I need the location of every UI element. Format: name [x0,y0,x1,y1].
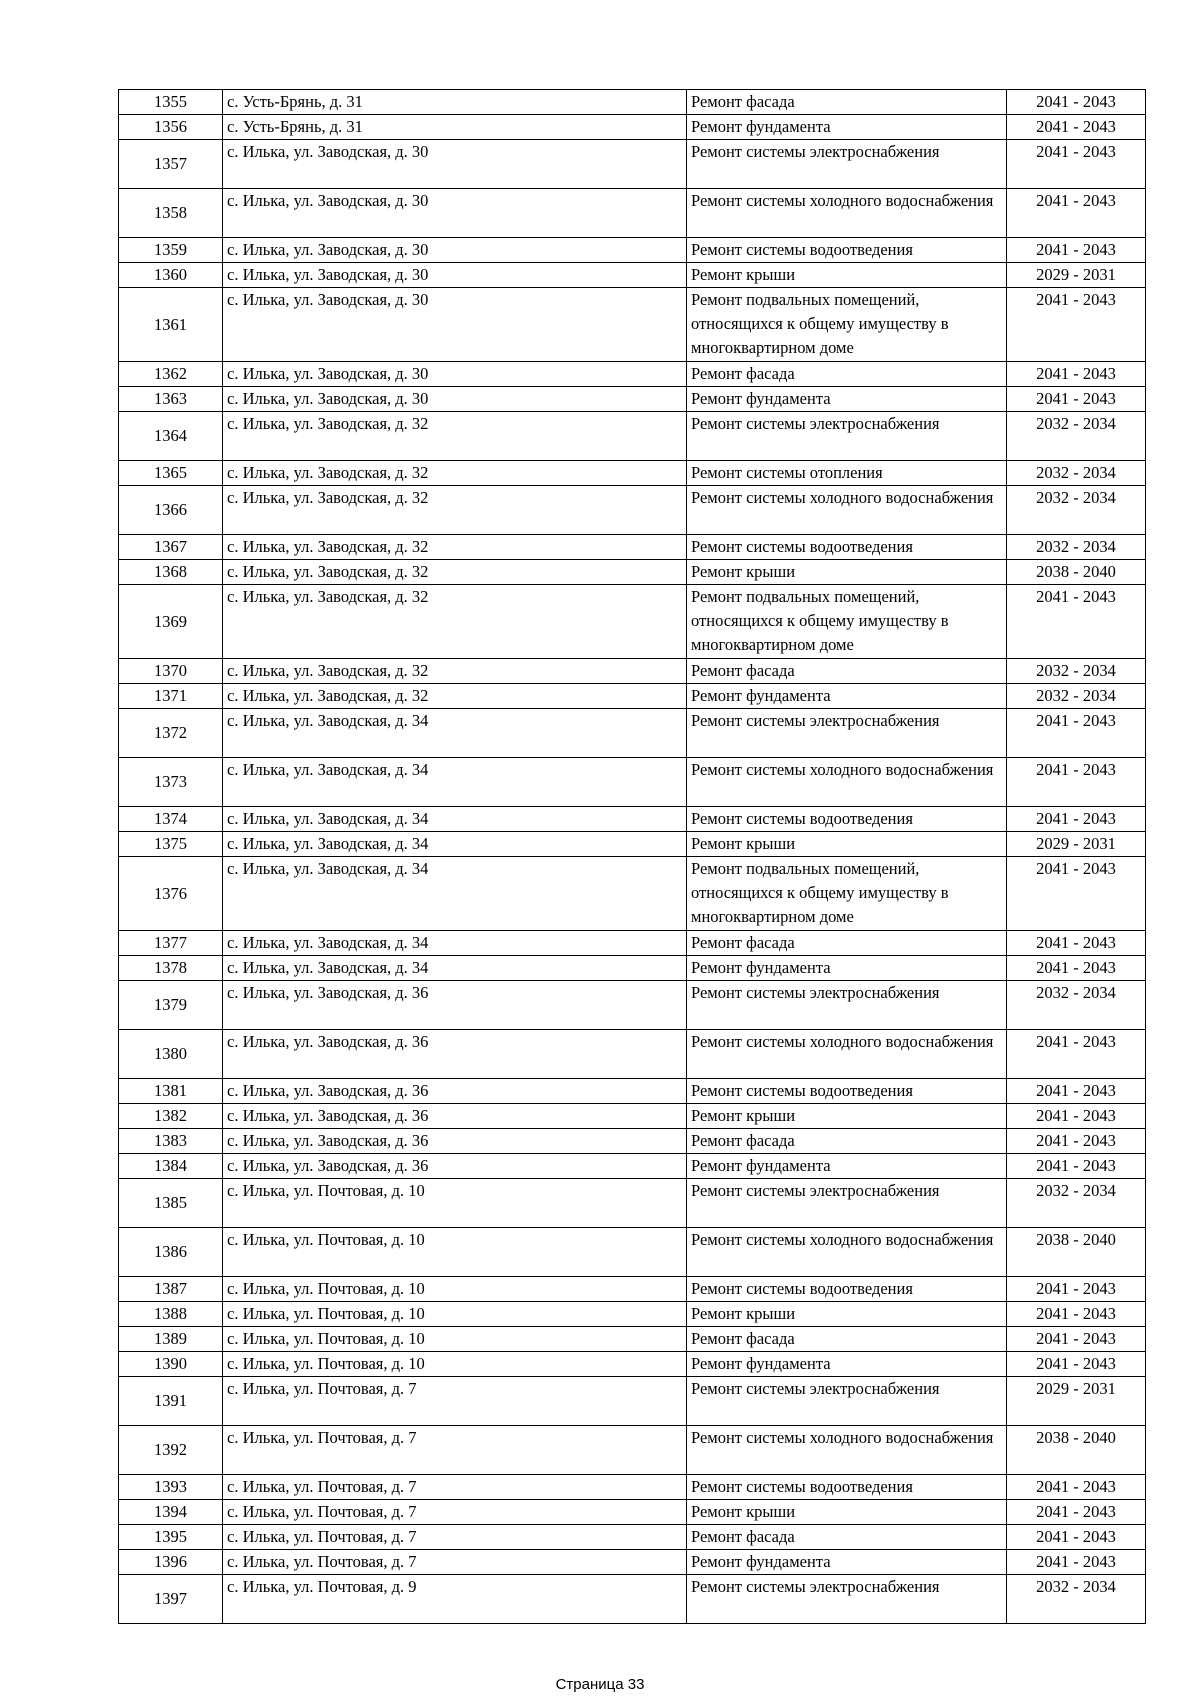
table-row [119,1500,1146,1525]
row-number-cell: 1375 [119,832,223,857]
row-number-cell: 1397 [119,1575,223,1624]
table-row [119,486,1146,535]
address-cell: с. Илька, ул. Заводская, д. 32 [223,659,687,684]
row-number-cell: 1394 [119,1500,223,1525]
address-cell: с. Илька, ул. Почтовая, д. 10 [223,1302,687,1327]
work-type-cell: Ремонт крыши [687,263,1007,288]
table-row [119,981,1146,1030]
address-cell: с. Илька, ул. Заводская, д. 32 [223,412,687,461]
row-number-cell: 1360 [119,263,223,288]
period-cell: 2041 - 2043 [1007,1550,1146,1575]
row-number-cell: 1377 [119,931,223,956]
address-cell: с. Илька, ул. Заводская, д. 32 [223,560,687,585]
row-number-cell: 1390 [119,1352,223,1377]
row-number-cell: 1367 [119,535,223,560]
work-type-cell: Ремонт фасада [687,1327,1007,1352]
period-cell: 2041 - 2043 [1007,956,1146,981]
work-type-cell: Ремонт подвальных помещений, относящихся к общему имуществу в многоквартирном доме [687,857,1007,931]
row-number-cell: 1388 [119,1302,223,1327]
address-cell: с. Илька, ул. Заводская, д. 30 [223,362,687,387]
table-row [119,140,1146,189]
address-cell: с. Илька, ул. Заводская, д. 36 [223,1104,687,1129]
row-number-cell: 1389 [119,1327,223,1352]
period-cell: 2041 - 2043 [1007,1500,1146,1525]
row-number-cell: 1391 [119,1377,223,1426]
table-row [119,1575,1146,1624]
work-type-cell: Ремонт системы электроснабжения [687,709,1007,758]
work-type-cell: Ремонт системы холодного водоснабжения [687,1426,1007,1475]
address-cell: с. Илька, ул. Заводская, д. 30 [223,140,687,189]
work-type-cell: Ремонт системы холодного водоснабжения [687,1228,1007,1277]
table-row [119,585,1146,659]
work-type-cell: Ремонт системы электроснабжения [687,412,1007,461]
row-number-cell: 1356 [119,115,223,140]
work-type-cell: Ремонт подвальных помещений, относящихся к общему имуществу в многоквартирном доме [687,585,1007,659]
address-cell: с. Илька, ул. Почтовая, д. 7 [223,1377,687,1426]
address-cell: с. Илька, ул. Заводская, д. 32 [223,486,687,535]
work-type-cell: Ремонт системы отопления [687,461,1007,486]
table-row [119,1030,1146,1079]
period-cell: 2041 - 2043 [1007,90,1146,115]
work-type-cell: Ремонт фасада [687,931,1007,956]
period-cell: 2041 - 2043 [1007,1302,1146,1327]
period-cell: 2041 - 2043 [1007,931,1146,956]
work-type-cell: Ремонт фундамента [687,956,1007,981]
row-number-cell: 1386 [119,1228,223,1277]
table-row [119,1228,1146,1277]
row-number-cell: 1365 [119,461,223,486]
address-cell: с. Илька, ул. Заводская, д. 34 [223,832,687,857]
row-number-cell: 1369 [119,585,223,659]
table-row [119,1179,1146,1228]
row-number-cell: 1357 [119,140,223,189]
table-row [119,807,1146,832]
row-number-cell: 1385 [119,1179,223,1228]
address-cell: с. Илька, ул. Заводская, д. 30 [223,288,687,362]
period-cell: 2041 - 2043 [1007,758,1146,807]
work-type-cell: Ремонт фундамента [687,684,1007,709]
address-cell: с. Илька, ул. Почтовая, д. 10 [223,1277,687,1302]
address-cell: с. Илька, ул. Почтовая, д. 7 [223,1500,687,1525]
work-type-cell: Ремонт крыши [687,560,1007,585]
work-type-cell: Ремонт крыши [687,1302,1007,1327]
table-row [119,535,1146,560]
period-cell: 2041 - 2043 [1007,1079,1146,1104]
period-cell: 2041 - 2043 [1007,1352,1146,1377]
period-cell: 2041 - 2043 [1007,1277,1146,1302]
row-number-cell: 1372 [119,709,223,758]
work-type-cell: Ремонт системы холодного водоснабжения [687,189,1007,238]
work-type-cell: Ремонт системы холодного водоснабжения [687,758,1007,807]
row-number-cell: 1371 [119,684,223,709]
period-cell: 2041 - 2043 [1007,1525,1146,1550]
period-cell: 2041 - 2043 [1007,585,1146,659]
row-number-cell: 1392 [119,1426,223,1475]
row-number-cell: 1393 [119,1475,223,1500]
address-cell: с. Илька, ул. Заводская, д. 32 [223,535,687,560]
table-row [119,1525,1146,1550]
row-number-cell: 1382 [119,1104,223,1129]
row-number-cell: 1358 [119,189,223,238]
table-row [119,412,1146,461]
table-row [119,238,1146,263]
address-cell: с. Илька, ул. Заводская, д. 36 [223,1154,687,1179]
address-cell: с. Усть-Брянь, д. 31 [223,90,687,115]
table-row [119,288,1146,362]
work-type-cell: Ремонт системы водоотведения [687,1475,1007,1500]
period-cell: 2041 - 2043 [1007,140,1146,189]
period-cell: 2038 - 2040 [1007,1426,1146,1475]
work-type-cell: Ремонт системы холодного водоснабжения [687,1030,1007,1079]
table-row [119,1426,1146,1475]
period-cell: 2032 - 2034 [1007,1179,1146,1228]
address-cell: с. Илька, ул. Почтовая, д. 10 [223,1327,687,1352]
address-cell: с. Илька, ул. Заводская, д. 36 [223,1030,687,1079]
row-number-cell: 1370 [119,659,223,684]
work-type-cell: Ремонт системы электроснабжения [687,1377,1007,1426]
work-type-cell: Ремонт фундамента [687,387,1007,412]
work-type-cell: Ремонт системы электроснабжения [687,1179,1007,1228]
row-number-cell: 1355 [119,90,223,115]
period-cell: 2038 - 2040 [1007,560,1146,585]
work-type-cell: Ремонт фасада [687,1129,1007,1154]
table-row [119,1377,1146,1426]
table-row [119,1302,1146,1327]
work-type-cell: Ремонт системы электроснабжения [687,140,1007,189]
period-cell: 2041 - 2043 [1007,807,1146,832]
period-cell: 2041 - 2043 [1007,1129,1146,1154]
period-cell: 2041 - 2043 [1007,189,1146,238]
address-cell: с. Илька, ул. Почтовая, д. 7 [223,1475,687,1500]
table-row [119,1079,1146,1104]
address-cell: с. Илька, ул. Почтовая, д. 9 [223,1575,687,1624]
work-type-cell: Ремонт крыши [687,1500,1007,1525]
period-cell: 2032 - 2034 [1007,1575,1146,1624]
address-cell: с. Илька, ул. Заводская, д. 36 [223,1129,687,1154]
work-type-cell: Ремонт подвальных помещений, относящихся к общему имуществу в многоквартирном доме [687,288,1007,362]
work-type-cell: Ремонт фасада [687,362,1007,387]
table-row [119,684,1146,709]
period-cell: 2041 - 2043 [1007,238,1146,263]
table-row [119,1475,1146,1500]
work-type-cell: Ремонт фундамента [687,1352,1007,1377]
address-cell: с. Илька, ул. Заводская, д. 34 [223,758,687,807]
work-type-cell: Ремонт фасада [687,659,1007,684]
address-cell: с. Илька, ул. Заводская, д. 32 [223,461,687,486]
period-cell: 2041 - 2043 [1007,709,1146,758]
period-cell: 2041 - 2043 [1007,1030,1146,1079]
page-number: Страница 33 [555,1676,645,1693]
address-cell: с. Илька, ул. Заводская, д. 32 [223,684,687,709]
address-cell: с. Илька, ул. Заводская, д. 34 [223,807,687,832]
row-number-cell: 1384 [119,1154,223,1179]
row-number-cell: 1373 [119,758,223,807]
table-row [119,90,1146,115]
table-row [119,1550,1146,1575]
address-cell: с. Илька, ул. Заводская, д. 30 [223,263,687,288]
row-number-cell: 1381 [119,1079,223,1104]
row-number-cell: 1383 [119,1129,223,1154]
work-type-cell: Ремонт фундамента [687,1550,1007,1575]
table-row [119,709,1146,758]
table-row [119,1104,1146,1129]
work-type-cell: Ремонт системы водоотведения [687,1277,1007,1302]
address-cell: с. Усть-Брянь, д. 31 [223,115,687,140]
table-row [119,857,1146,931]
table-row [119,1277,1146,1302]
table-body [119,90,1146,1624]
work-type-cell: Ремонт фундамента [687,115,1007,140]
table-row [119,1327,1146,1352]
address-cell: с. Илька, ул. Заводская, д. 30 [223,189,687,238]
period-cell: 2041 - 2043 [1007,1104,1146,1129]
row-number-cell: 1361 [119,288,223,362]
period-cell: 2041 - 2043 [1007,387,1146,412]
period-cell: 2032 - 2034 [1007,461,1146,486]
table-row [119,115,1146,140]
address-cell: с. Илька, ул. Заводская, д. 30 [223,238,687,263]
period-cell: 2041 - 2043 [1007,288,1146,362]
period-cell: 2032 - 2034 [1007,684,1146,709]
period-cell: 2041 - 2043 [1007,1154,1146,1179]
address-cell: с. Илька, ул. Почтовая, д. 7 [223,1525,687,1550]
row-number-cell: 1380 [119,1030,223,1079]
table-row [119,263,1146,288]
row-number-cell: 1396 [119,1550,223,1575]
period-cell: 2032 - 2034 [1007,535,1146,560]
repair-schedule-table [118,89,1146,1624]
table-row [119,758,1146,807]
period-cell: 2032 - 2034 [1007,659,1146,684]
address-cell: с. Илька, ул. Почтовая, д. 7 [223,1550,687,1575]
address-cell: с. Илька, ул. Почтовая, д. 10 [223,1179,687,1228]
work-type-cell: Ремонт крыши [687,832,1007,857]
table-row [119,560,1146,585]
period-cell: 2029 - 2031 [1007,263,1146,288]
table-row [119,1154,1146,1179]
address-cell: с. Илька, ул. Заводская, д. 34 [223,931,687,956]
row-number-cell: 1359 [119,238,223,263]
address-cell: с. Илька, ул. Заводская, д. 34 [223,709,687,758]
row-number-cell: 1363 [119,387,223,412]
period-cell: 2041 - 2043 [1007,1475,1146,1500]
row-number-cell: 1368 [119,560,223,585]
row-number-cell: 1376 [119,857,223,931]
table-row [119,659,1146,684]
address-cell: с. Илька, ул. Почтовая, д. 10 [223,1228,687,1277]
row-number-cell: 1379 [119,981,223,1030]
period-cell: 2041 - 2043 [1007,362,1146,387]
address-cell: с. Илька, ул. Заводская, д. 34 [223,956,687,981]
row-number-cell: 1378 [119,956,223,981]
row-number-cell: 1374 [119,807,223,832]
table-row [119,956,1146,981]
table-row [119,362,1146,387]
address-cell: с. Илька, ул. Заводская, д. 32 [223,585,687,659]
period-cell: 2041 - 2043 [1007,857,1146,931]
work-type-cell: Ремонт фасада [687,1525,1007,1550]
period-cell: 2041 - 2043 [1007,1327,1146,1352]
work-type-cell: Ремонт системы водоотведения [687,535,1007,560]
address-cell: с. Илька, ул. Заводская, д. 34 [223,857,687,931]
work-type-cell: Ремонт фундамента [687,1154,1007,1179]
row-number-cell: 1387 [119,1277,223,1302]
table-row [119,931,1146,956]
table-row [119,387,1146,412]
address-cell: с. Илька, ул. Заводская, д. 36 [223,981,687,1030]
table-row [119,1129,1146,1154]
period-cell: 2038 - 2040 [1007,1228,1146,1277]
work-type-cell: Ремонт системы водоотведения [687,238,1007,263]
period-cell: 2032 - 2034 [1007,981,1146,1030]
period-cell: 2032 - 2034 [1007,486,1146,535]
address-cell: с. Илька, ул. Заводская, д. 30 [223,387,687,412]
work-type-cell: Ремонт системы водоотведения [687,807,1007,832]
address-cell: с. Илька, ул. Почтовая, д. 10 [223,1352,687,1377]
work-type-cell: Ремонт системы электроснабжения [687,981,1007,1030]
work-type-cell: Ремонт системы водоотведения [687,1079,1007,1104]
table-row [119,832,1146,857]
table-row [119,1352,1146,1377]
period-cell: 2029 - 2031 [1007,832,1146,857]
period-cell: 2041 - 2043 [1007,115,1146,140]
row-number-cell: 1364 [119,412,223,461]
address-cell: с. Илька, ул. Почтовая, д. 7 [223,1426,687,1475]
work-type-cell: Ремонт системы электроснабжения [687,1575,1007,1624]
address-cell: с. Илька, ул. Заводская, д. 36 [223,1079,687,1104]
period-cell: 2029 - 2031 [1007,1377,1146,1426]
period-cell: 2032 - 2034 [1007,412,1146,461]
table-row [119,461,1146,486]
work-type-cell: Ремонт фасада [687,90,1007,115]
work-type-cell: Ремонт системы холодного водоснабжения [687,486,1007,535]
row-number-cell: 1366 [119,486,223,535]
row-number-cell: 1395 [119,1525,223,1550]
table-row [119,189,1146,238]
work-type-cell: Ремонт крыши [687,1104,1007,1129]
row-number-cell: 1362 [119,362,223,387]
